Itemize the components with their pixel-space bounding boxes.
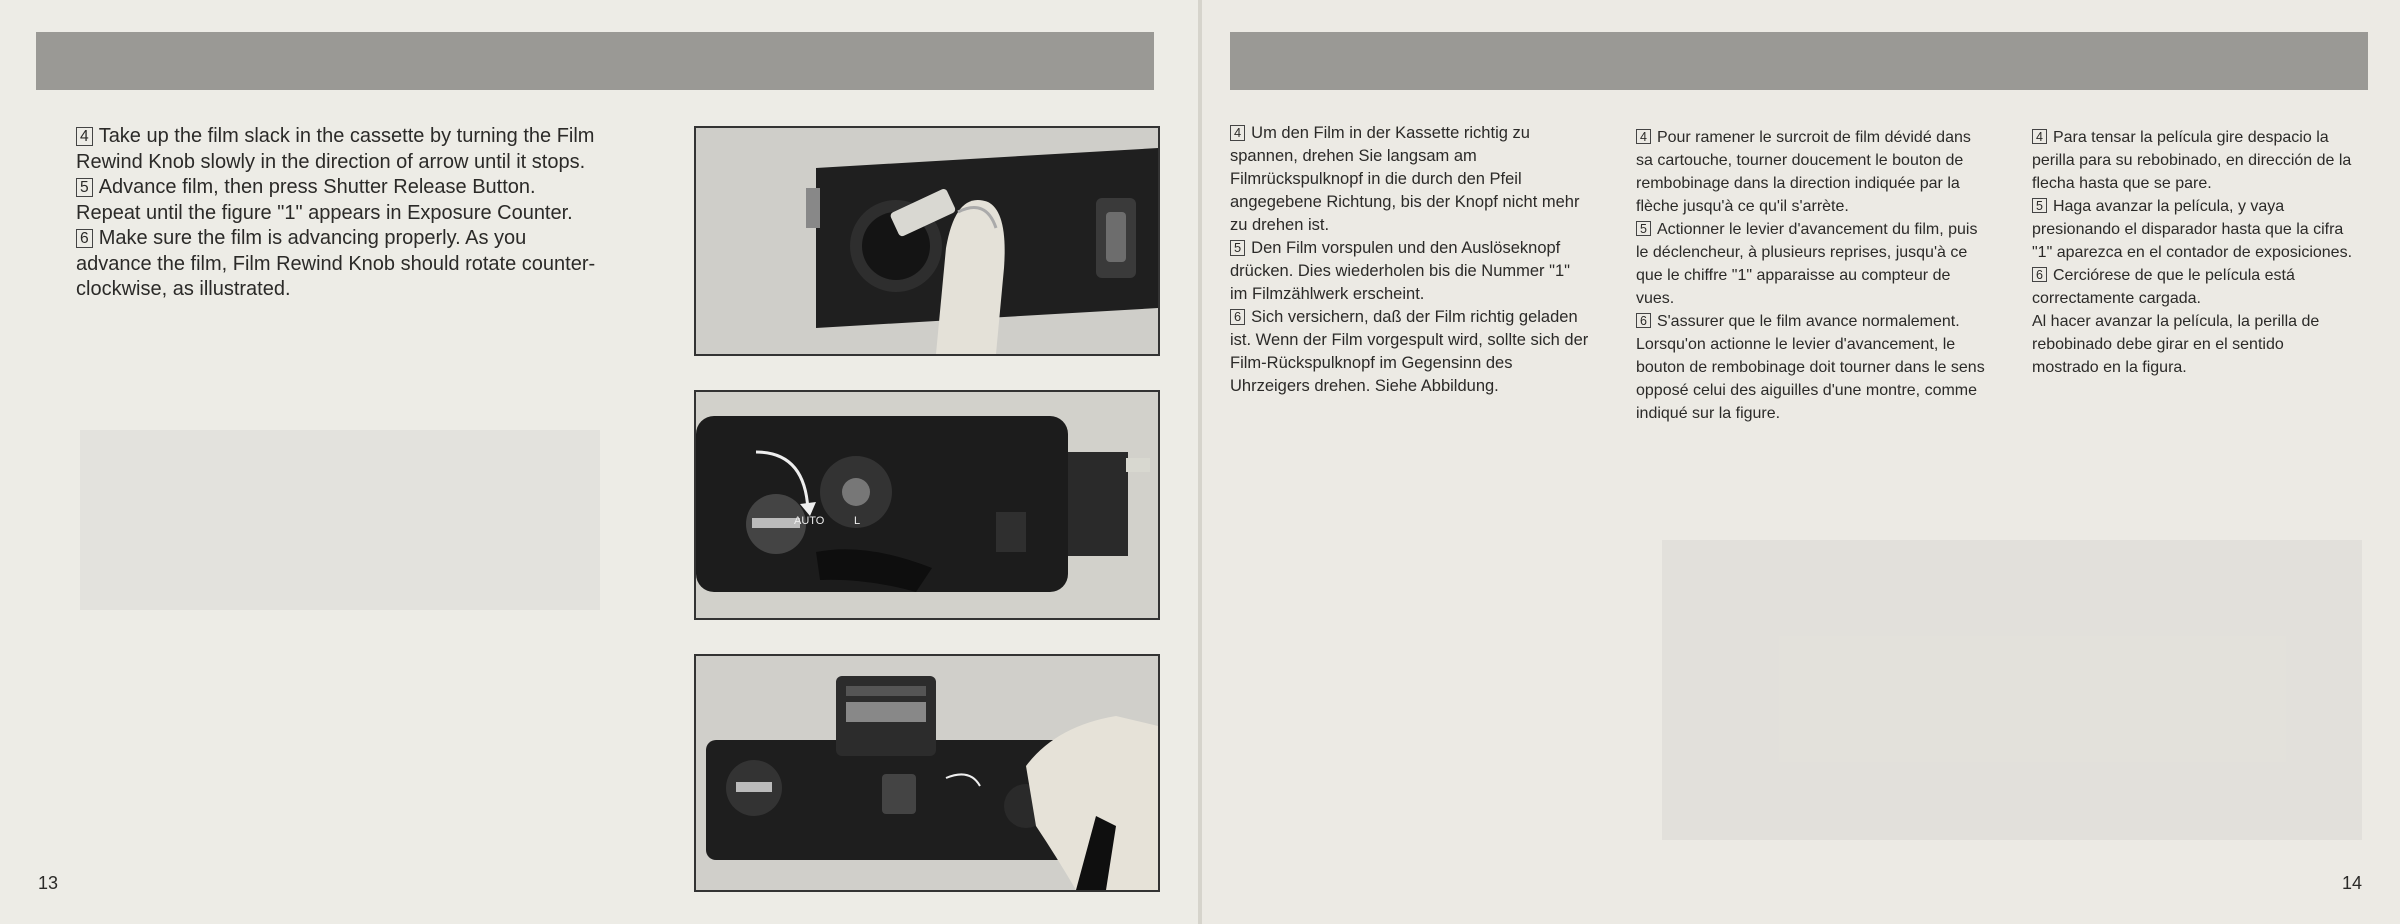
top-plate-illustration [696,392,1158,618]
english-instructions [76,124,600,303]
bleed-through [1662,540,2362,840]
header-bar [36,32,1154,90]
step-6: 6 Make sure the film is advancing properly. As you advance the film, Film Rewind Knob should rotate counter-clockwise, as illustrated. [76,227,596,300]
step-4: 4 Pour ramener le surcroit de film dévidé dans sa cartouche, tourner doucement le bouton de rembobinage dans la direction indiquée par la flèche jusqu'à ce qu'il s'arrète. [1636,129,1971,215]
l-label: L [854,515,861,527]
german-instructions [1230,122,1592,398]
rewind-knob-illustration [696,128,1158,354]
step-6: 6 Cerciórese de que le película está correctamente cargada. [2032,267,2295,307]
step-6: 6 Sich versichern, daß der Film richtig geladen ist. Wenn der Film vorgespult wird, sollte sich der Film-Rückspulknopf im Gegensinn des Uhrzeigers drehen. Siehe Abbildung. [1230,308,1589,395]
right-page [1202,0,2400,924]
page-number: 13 [38,873,59,893]
french-instructions [1636,126,1988,425]
photo-rewind-knob [694,126,1160,356]
step-5: 5 Den Film vorspulen und den Auslöseknopf drücken. Dies wiederholen bis die Nummer "1" im Filmzählwerk erscheint. [1230,239,1571,303]
bleed-through [80,430,600,610]
step-4: 4 Para tensar la película gire despacio la perilla para su rebobinado, en dirección de la flecha hasta que se pare. [2032,129,2352,192]
step-6: 6 S'assurer que le film avance normalement. [1636,310,1988,333]
left-page [0,0,1198,924]
step-5: 5 Actionner le levier d'avancement du film, puis le déclencheur, à plusieurs reprises, jusqu'à ce que le chiffre "1" apparaisse au compteur de vues. [1636,221,1978,307]
page-number: 14 [2341,873,2362,893]
step-4: 4 Take up the film slack in the cassette by turning the Film Rewind Knob slowly in the direction of arrow until it stops. [76,125,595,173]
auto-label: AUTO [794,515,825,527]
header-bar [1230,32,2368,90]
spanish-instructions [2032,126,2352,379]
step-6-note: Lorsqu'on actionne le levier d'avancement, le bouton de rembobinage doit tourner dans le sens opposé celui des aiguilles d'une montre, comme indiqué sur la figure. [1636,336,1985,422]
step-5: 5 Haga avanzar la película, y vaya presionando el disparador hasta que la cifra "1" aparezca en el contador de exposiciones. [2032,198,2353,261]
photo-advance-film [694,654,1160,892]
photo-top-plate [694,390,1160,620]
step-5: 5 Advance film, then press Shutter Release Button. Repeat until the figure "1" appears in Exposure Counter. [76,176,573,224]
step-6-note: Al hacer avanzar la película, la perilla de rebobinado debe girar en el sentido mostrado en la figura. [2032,313,2320,376]
step-4: 4 Um den Film in der Kassette richtig zu spannen, drehen Sie langsam am Filmrückspulknopf in die durch den Pfeil angegebene Richtung, bis der Knopf nicht mehr zu drehen ist. [1230,124,1580,234]
advance-film-illustration [696,656,1158,890]
